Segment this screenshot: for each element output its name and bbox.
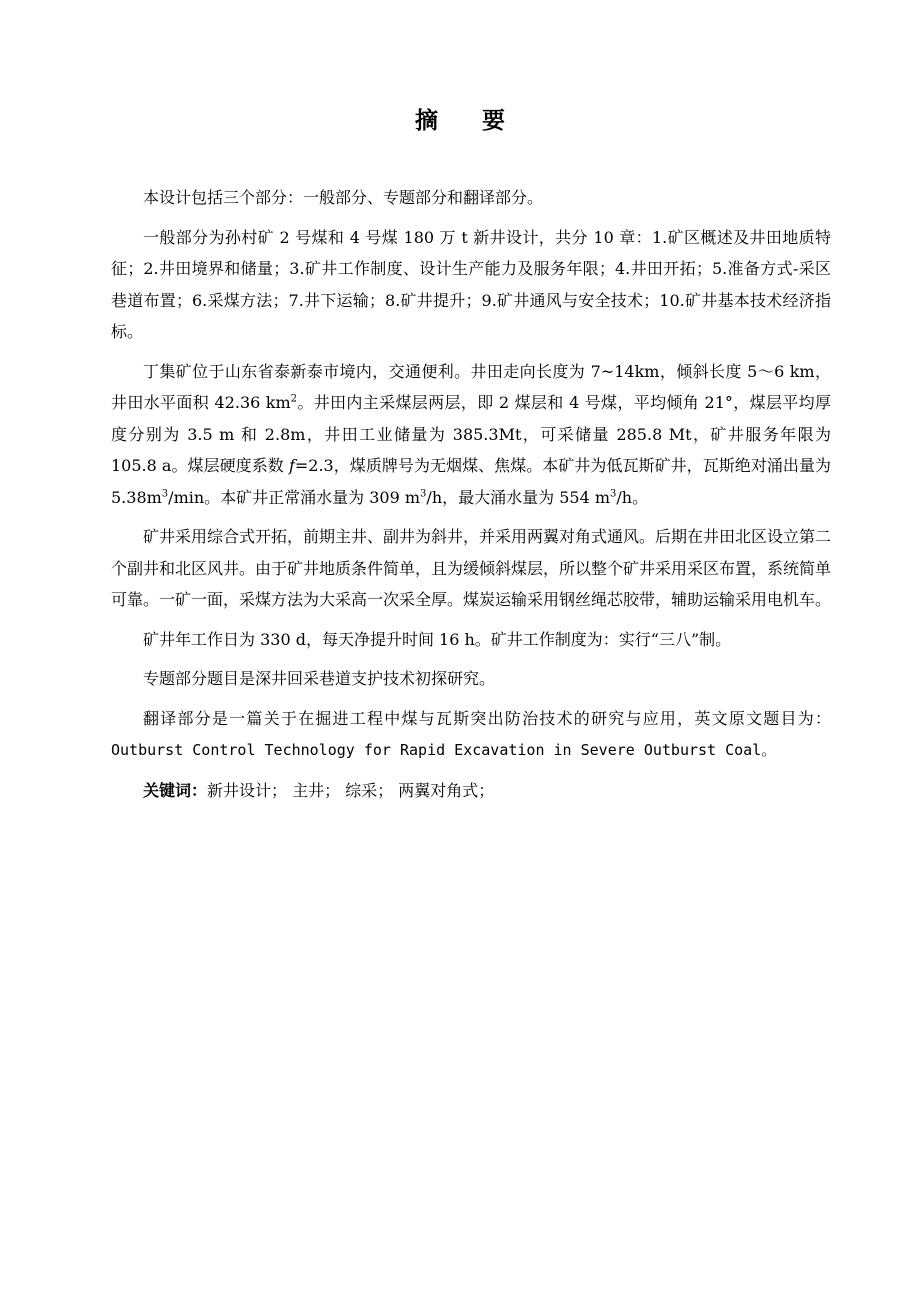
paragraph-special-topic: 专题部分题目是深井回采巷道支护技术初探研究。 bbox=[143, 669, 496, 688]
paragraph-geology bbox=[111, 356, 831, 514]
italic-symbol: f bbox=[288, 456, 295, 475]
superscript: 3 bbox=[610, 488, 617, 500]
superscript: 3 bbox=[161, 488, 169, 500]
keywords-value: 新井设计； 主井； 综采； 两翼对角式； bbox=[207, 780, 495, 800]
paragraph-working-system: 矿井年工作日为 330 d，每天净提升时间 16 h。矿井工作制度为：实行“三八”制。 bbox=[143, 629, 732, 649]
keywords-label: 关键词： bbox=[143, 780, 208, 800]
keywords-line bbox=[111, 775, 831, 807]
geology-text: /min。本矿井正常涌水量为 309 m bbox=[168, 487, 421, 507]
translation-text: 翻译部分是一篇关于在掘进工程中煤与瓦斯突出防治技术的研究与应用，英文原文题目为： bbox=[143, 708, 831, 728]
geology-text: 。井田内主采煤层两层，即 2 煤层和 4 号煤，平均倾角 21°，煤层平均厚度分别为 3.5 m 和 2.8m，井田工业储量为 385.3Mt，可采储量 285.8 Mt，矿井服务年限为 105.8 a。煤层硬度系数 bbox=[111, 393, 831, 475]
paragraph-general-part: 一般部分为孙村矿 2 号煤和 4 号煤 180 万 t 新井设计，共分 10 章：1.矿区概述及井田地质特征；2.井田境界和储量；3.矿井工作制度、设计生产能力及服务年限；4.井田开拓；5.准备方式-采区巷道布置；6.采煤方法；7.井下运输；8.矿井提升；9.矿井通风与安全技术；10.矿井基本技术经济指标。 bbox=[111, 227, 831, 341]
geology-text: /h。 bbox=[616, 487, 649, 507]
superscript: 3 bbox=[420, 488, 427, 500]
geology-text: /h，最大涌水量为 554 m bbox=[426, 487, 611, 507]
page-title: 摘 要 bbox=[414, 108, 523, 134]
superscript: 2 bbox=[290, 393, 298, 405]
english-title: Outburst Control Technology for Rapid Excavation in Severe Outburst Coal。 bbox=[111, 741, 777, 759]
paragraph-overview: 本设计包括三个部分：一般部分、专题部分和翻译部分。 bbox=[143, 188, 544, 207]
abstract-body bbox=[111, 182, 831, 814]
paragraph-development: 矿井采用综合式开拓，前期主井、副井为斜井，并采用两翼对角式通风。后期在井田北区设立第二个副井和北区风井。由于矿井地质条件简单，且为缓倾斜煤层，所以整个矿井采用采区布置，系统简单可靠。一矿一面，采煤方法为大采高一次采全厚。煤炭运输采用钢丝绳芯胶带，辅助运输采用电机车。 bbox=[111, 527, 832, 609]
geology-text: =2.3，煤质牌号为无烟煤、焦煤。本矿井为低瓦斯矿井，瓦斯绝对涌出量为 5.38m bbox=[111, 456, 831, 507]
paragraph-translation bbox=[111, 703, 831, 767]
geology-text: 丁集矿位于山东省泰新泰市境内，交通便利。井田走向长度为 7~14km，倾斜长度 5～6 km，井田水平面积 42.36 km bbox=[111, 361, 831, 412]
